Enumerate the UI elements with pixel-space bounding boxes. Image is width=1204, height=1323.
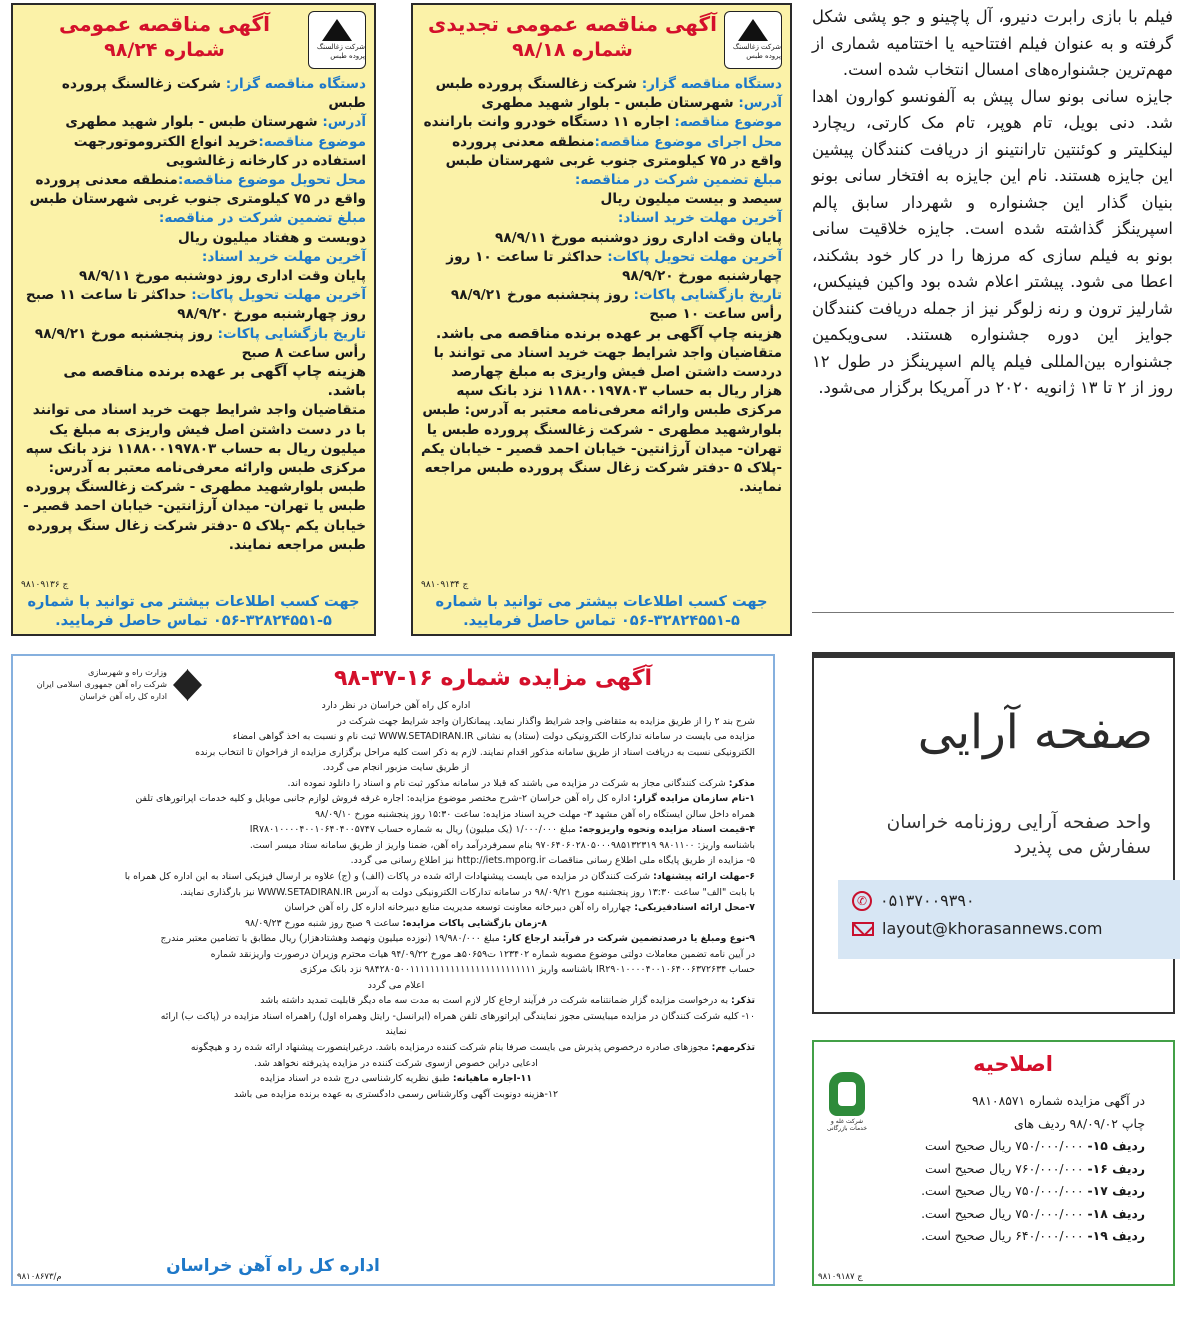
body-line: همراه داخل سالن ایستگاه راه آهن مشهد ۳- مهلت خرید اسناد مزایده: ساعت ۱۵:۳۰ روز پنجشنبه مورخ ۹۸/۰۹/۱۰ — [314, 808, 755, 820]
ad-number: شماره ۹۸/۱۸ — [512, 39, 633, 61]
ad-code: ۹۸۱۰۹۱۳۶ ج — [21, 580, 69, 590]
service-title: صفحه آرایی — [917, 705, 1153, 760]
ad-header — [21, 11, 366, 75]
email-link[interactable]: layout@khorasannews.com — [882, 919, 1103, 938]
cost-note: هزینه چاپ آگهی بر عهده برنده مناقصه می باشد. — [63, 364, 366, 400]
body-line: در آیین نامه تضمین معاملات دولتی موضوع مصوبه شماره ۱۲۳۴۰۲ ت۵۰۶۵۹هـ مورخ ۹۴/۰۹/۲۲ هیات محترم وزیران درصورت واریزنقد شماره — [210, 948, 755, 960]
article-paragraph: جایزه سانی بونو سال پیش به آلفونسو کوارون اهدا شد. دنی بویل، تام هوپر، تام مک کارتی، ریچارد لینکلیتر و کوئنتین تارانتینو از دریافت کنندگان پیشین این جایزه هستند. نام این جایزه به افتخار سانی بونو بنیان گذار این جشنواره و شهردار سابق پالم اسپرینگز گذاشته شده است. جایزه خلاقیت سانی بونو به فیلم سازی که مرزها را در کار خود بشکند، اعطا می شود. پیشتر اعلام شده بود واکین فینیکس، شارلیز ترون و رنه زلوگر نیز از جمله دریافت کنندگان جوایز این دوره جشنواره هستند. سی‌ویکمین جشنواره بین‌المللی فیلم پالم اسپرینگز در طول ۱۲ روز از ۲ تا ۱۳ ژانویه ۲۰۲۰ در آمریکا برگزار می‌شود. — [812, 86, 1173, 397]
ad-field: تاریخ بازگشایی پاکات: روز پنجشنبه مورخ ۹۸/۹/۲۱ رأس ساعت ۱۰ صبح — [450, 287, 782, 323]
ad-field: موضوع مناقصه: اجاره ۱۱ دستگاه خودرو وانت باراننده — [423, 114, 782, 131]
ad-title: اصلاحیه — [973, 1052, 1053, 1076]
cost-note: هزینه چاپ آگهی بر عهده برنده مناقصه می باشد. — [435, 325, 782, 342]
news-article — [812, 0, 1177, 610]
ad-field: مبلغ تضمین شرکت در مناقصه: دویست و هفتاد میلیون ریال — [158, 210, 366, 246]
phone-icon: ✆ — [852, 891, 872, 911]
logo-text: شرکت زغالسنگ پروده طبس — [316, 43, 365, 60]
logo-mountain-icon — [322, 19, 352, 41]
body-line: حساب IR۲۹۰۱۰۰۰۰۴۰۰۱۰۶۴۰۰۶۳۷۲۶۳۴ باشناسه واریز ۹۸۴۲۸۰۵۰۰۱۱۱۱۱۱۱۱۱۱۱۱۱۱۱۱۱۱۱۱۱۱۱۱۱ نزد بانک مرکزی — [300, 964, 755, 976]
ad-body — [21, 75, 366, 555]
body-line: اداره کل راه آهن خراسان در نظر دارد — [321, 700, 471, 711]
ad-field: دستگاه مناقصه گزار: شرکت زغالسنگ پرورده طبس — [61, 76, 366, 112]
ad-code: ۹۸۱۰۹۱۸۷ ج — [818, 1272, 863, 1282]
ad-field: تاریخ بازگشایی پاکات: روز پنجشنبه مورخ ۹۸/۹/۲۱ رأس ساعت ۸ صبح — [34, 325, 366, 361]
body-line: ۴-قیمت اسناد مزایده ونحوه واریزوجه: مبلغ ۱/۰۰۰/۰۰۰ (یک میلیون) ریال به شماره حساب IR۷۸۰۱۰۰۰۰۴۰۰۱۰۶۴۰۴۰۰۵۷۴۷ — [249, 824, 755, 836]
org-line: اداره کل راه آهن خراسان — [79, 691, 167, 701]
ad-field: موضوع مناقصه:خرید انواع الکتروموتورجهت استفاده در کارخانه زغالشویی — [73, 133, 366, 169]
divider — [812, 612, 1174, 613]
wheat-bag-icon — [829, 1072, 865, 1116]
correction-row: ردیف ۱۸- ۷۵۰/۰۰۰/۰۰۰ ریال صحیح است. — [921, 1205, 1145, 1221]
correction-ad — [812, 1040, 1175, 1286]
ad-field: آخرین مهلت تحویل پاکات: حداکثر تا ساعت ۱۱ صبح روز چهارشنبه مورخ ۹۸/۹/۲۰ — [25, 287, 366, 323]
ad-field: آدرس: شهرستان طبس - بلوار شهید مطهری — [65, 114, 366, 131]
logo-mountain-icon — [738, 19, 768, 41]
body-line: ۹-نوع ومبلغ یا درصدتضمین شرکت در فرآیند ارجاع کار: مبلغ ۱۹/۹۸۰/۰۰۰ (نوزده میلیون ونهصد وهشتادهزار) ریال مطابق با تضامین معتبر مندرج — [160, 933, 755, 945]
body-line: ۶-مهلت ارائه پیشنهاد: شرکت کنندگان در مزایده می بایست پیشنهادات ارائه شده در پاکات (الف) و (ج) علاوه بر ارسال فیزیکی اسناد به این اداره کل همراه با — [124, 871, 755, 883]
company-logo — [308, 11, 366, 69]
ad-body — [37, 698, 755, 1102]
email-row — [852, 915, 1170, 943]
body-line: الکترونیکی نسبت به دریافت اسناد از طریق سامانه مذکور اقدام نمایند. لازم به ذکر است کلیه مراحل برگزاری مزایده از فراخوان تا انتخاب برنده — [195, 746, 755, 758]
ad-signature: اداره کل راه آهن خراسان — [166, 1256, 380, 1276]
intro-line: چاپ ۹۸/۰۹/۰۲ ردیف های — [1014, 1115, 1145, 1131]
body-line: ادعایی دراین خصوص ازسوی شرکت کننده در مزایده پذیرفته نخواهد شد. — [254, 1057, 538, 1069]
body-line: تذکرمهم: مجوزهای صادره درخصوص پذیرش می بایست صرفا بنام شرکت کننده درمزایده باشد. درغیراینصورت پیشنهاد ارائه شده رد و هیچگونه — [190, 1042, 755, 1054]
body-line: ۷-محل ارائه اسنادفیزیکی: چهارراه راه آهن دبیرخانه معاونت توسعه مدیریت منابع دبیرخانه اداره کل راه آهن خراسان — [284, 902, 755, 914]
ad-title: آگهی مزایده شماره ۱۶-۳۷-۹۸ — [333, 666, 653, 691]
body-line: مزایده می بایست در سامانه تدارکات الکترونیکی دولت (ستاد) به نشانی WWW.SETADIRAN.IR ثبت نام و نسبت به اخذ گواهی امضاء — [232, 731, 755, 743]
correction-row: ردیف ۱۵- ۷۵۰/۰۰۰/۰۰۰ ریال صحیح است — [925, 1138, 1145, 1153]
body-line: از طریق سایت مزبور انجام می گردد. — [322, 762, 470, 774]
layout-service-ad — [812, 652, 1175, 1014]
tender-ad-renewed — [411, 3, 792, 636]
ad-field: محل اجرای موضوع مناقصه:منطقه معدنی پرورده واقع در ۷۵ کیلومتری جنوب غربی شهرستان طبس — [445, 133, 782, 169]
intro-line: در آگهی مزایده شماره ۹۸۱۰۸۵۷۱ — [971, 1093, 1145, 1108]
ad-field: آدرس: شهرستان طبس - بلوار شهید مطهری — [481, 95, 782, 112]
ad-footer: جهت کسب اطلاعات بیشتر می توانید با شماره ۵-۳۲۸۲۴۵۵۱-۰۵۶ تماس حاصل فرمایید. — [27, 593, 360, 629]
ad-title: آگهی مناقصه عمومی تجدیدی — [428, 12, 717, 36]
contact-box — [838, 880, 1180, 959]
body-line: شرح بند ۲ را از طریق مزایده به متقاضی واجد شرایط واگذار نماید. پیمانکاران واجد شرایط جهت شرکت در — [337, 715, 755, 727]
ad-field: آخرین مهلت خرید اسناد: پایان وقت اداری روز دوشنبه مورخ ۹۸/۹/۱۱ — [79, 248, 366, 285]
org-line: شرکت راه آهن جمهوری اسلامی ایران — [36, 679, 167, 689]
ad-code: ۹۸۱۰۹۱۳۴ ج — [421, 580, 469, 590]
body-line: باشناسه واریز: ۹۸۰۱۱۰۰ ۹۷۰۶۴۰۶۰۲۸۰۵۰۰۰۹۸۵۱۳۲۳۱۹ بنام سمرفردرآمد راه آهن، ضمنا واریز از طریق سامانه ستاد میسر است. — [249, 839, 755, 851]
body-line: ۱۲-هزینه دونوبت آگهی وکارشناس رسمی دادگستری به عهده برنده مزایده می باشد — [233, 1088, 559, 1100]
ad-field: دستگاه مناقصه گزار: شرکت زغالسنگ پرورده طبس — [435, 76, 782, 92]
ad-footer: جهت کسب اطلاعات بیشتر می توانید با شماره ۵-۳۲۸۲۴۵۵۱-۰۵۶ تماس حاصل فرمایید. — [435, 593, 768, 629]
body-line: اعلام می گردد — [367, 979, 425, 991]
service-description: واحد صفحه آرایی روزنامه خراسان سفارش می پذیرد — [886, 812, 1151, 858]
ad-field: آخرین مهلت خرید اسناد: پایان وقت اداری روز دوشنبه مورخ ۹۸/۹/۱۱ — [495, 210, 782, 246]
article-paragraph: فیلم با بازی رابرت دنیرو، آل پاچینو و جو پشی شکل گرفته و به عنوان فیلم افتتاحیه یا اختتامیه شماری از مهم‌ترین جشنواره‌های امسال انتخاب شده است. — [812, 7, 1173, 79]
ad-header — [421, 11, 782, 75]
body-line: ۱-نام سازمان مزایده گزار: اداره کل راه آهن خراسان ۲-شرح مختصر موضوع مزایده: اجاره غرفه فروش لوازم جانبی موبایل و کلیه خدمات اپراتورهای تلفن — [135, 793, 755, 805]
ad-field: مبلغ تضمین شرکت در مناقصه: سیصد و بیست میلیون ریال — [574, 172, 782, 208]
company-logo — [822, 1060, 872, 1132]
ad-body — [885, 1090, 1145, 1248]
body-line: ۱۰- کلیه شرکت کنندگان در مزایده میبایستی مجوز نمایندگی اپراتورهای تلفن همراه (ایرانسل- رایتل وهمراه اول) راهمراه اسناد مزایده در (پاکت ب) ارائه — [160, 1010, 755, 1022]
phone-number[interactable]: ۰۵۱۳۷۰۰۹۳۹۰ — [880, 891, 975, 910]
body-line: ۱۱-اجاره ماهیانه: طبق نظریه کارشناسی درج شده در اسناد مزایده — [260, 1073, 532, 1085]
ad-field: آخرین مهلت تحویل پاکات: حداکثر تا ساعت ۱۰ روز چهارشنبه مورخ ۹۸/۹/۲۰ — [446, 248, 782, 285]
org-line: وزارت راه و شهرسازی — [88, 667, 167, 677]
company-logo — [724, 11, 782, 69]
ad-body — [421, 75, 782, 497]
tender-ad-general — [11, 3, 376, 636]
body-line: ۸-زمان بازگشایی پاکات مزایده: ساعت ۹ صبح روز شنبه مورخ ۹۸/۰۹/۲۳ — [245, 917, 547, 929]
logo-text: شرکت زغالسنگ پروده طبس — [732, 43, 781, 60]
body-line: ۵- مزایده از طریق پایگاه ملی اطلاع رسانی مناقصات http://iets.mporg.ir نیز اطلاع رسانی می گردد. — [350, 855, 755, 867]
body-line: تذکر: به درخواست مزایده گزار ضمانتنامه شرکت در فرآیند ارجاع کار لازم است به مدت سه ماه دیگر قابلیت تمدید داشته باشد — [260, 995, 755, 1007]
body-line: با بابت "الف" ساعت ۱۳:۳۰ روز پنجشنبه مورخ ۹۸/۰۹/۲۱ در سامانه تدارکات الکترونیکی دولت به آدرس WWW.SETADIRAN.IR نیز بارگذاری نمایند. — [179, 886, 755, 898]
ad-title: آگهی مناقصه عمومی — [58, 12, 271, 36]
correction-row: ردیف ۱۶- ۷۶۰/۰۰۰/۰۰۰ ریال صحیح است — [925, 1160, 1145, 1176]
ad-code: ۹۸۱۰۸۶۷۳/م — [17, 1272, 62, 1282]
body-line: مذکر: شرکت کنندگانی مجاز به شرکت در مزایده می باشند که قبلا در سامانه مذکور ثبت نام و اسناد را دانلود نموده اند. — [287, 777, 755, 789]
body-line: نمایند — [385, 1026, 407, 1038]
auction-ad — [11, 654, 775, 1286]
ad-details: متقاضیان واجد شرایط جهت خرید اسناد می توانند با دردست داشتن اصل فیش واریزی به مبلغ چهارصد هزار ریال به حساب ۱۱۸۸۰۰۱۹۷۸۰۳ نزد بانک سپه مرکزی طبس وارائه معرفی‌نامه معتبر به آدرس: طبس بلوارشهید مطهری - شرکت زغالسنگ پرورده طبس یا تهران- میدان آرژانتین- خیابان احمد قصیر - خیابان یکم -پلاک ۵ -دفتر شرکت زغال سنگ پرورده طبس مراجعه نمایند. — [421, 344, 782, 496]
ad-field: محل تحویل موضوع مناقصه:منطقه معدنی پرورده واقع در ۷۵ کیلومتری جنوب غربی شهرستان طبس — [29, 172, 366, 208]
phone-row — [852, 887, 1170, 915]
correction-row: ردیف ۱۷- ۷۵۰/۰۰۰/۰۰۰ ریال صحیح است. — [921, 1183, 1145, 1198]
ad-number: شماره ۹۸/۲۴ — [104, 39, 225, 61]
logo-text: شرکت غله و خدمات بازرگانی — [826, 1118, 868, 1132]
correction-row: ردیف ۱۹- ۶۴۰/۰۰۰/۰۰۰ ریال صحیح است. — [921, 1228, 1145, 1243]
ad-details: متقاضیان واجد شرایط جهت خرید اسناد می توانند با در دست داشتن اصل فیش واریزی به مبلغ یک میلیون ریال به حساب ۱۱۸۸۰۰۱۹۷۸۰۳ نزد بانک سپه مرکزی طبس وارائه معرفی‌نامه معتبر به آدرس: طبس بلوارشهید مطهری - شرکت زغالسنگ پرورده طبس یا تهران- میدان آرژانتین- خیابان احمد قصیر - خیابان یکم -پلاک ۵ -دفتر شرکت زغال سنگ پرورده طبس مراجعه نمایند. — [23, 402, 366, 553]
mail-icon — [852, 922, 874, 936]
